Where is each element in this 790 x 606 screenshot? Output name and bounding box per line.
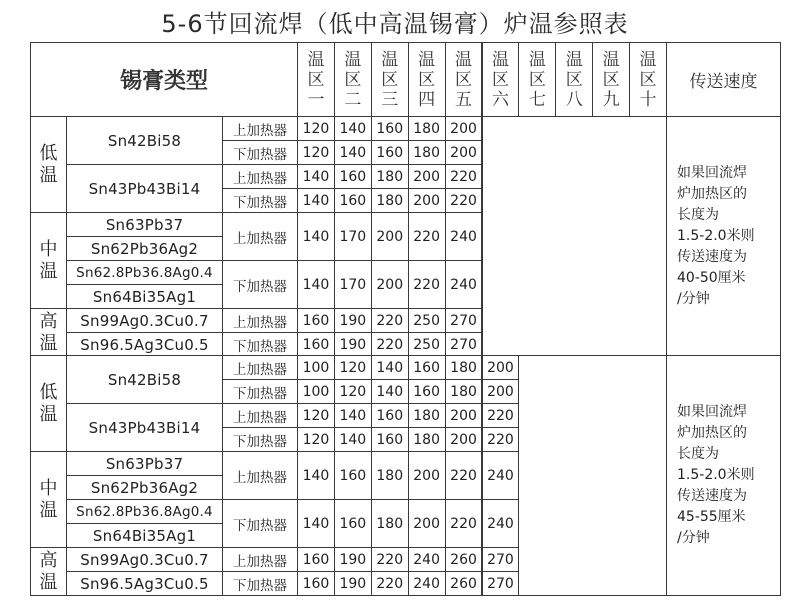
- temp-cell: 180: [371, 188, 409, 213]
- heater-label: 下加热器: [222, 571, 298, 596]
- temp-cell: 220: [371, 571, 409, 596]
- temp-cell: 160: [408, 355, 446, 380]
- temp-cell: 190: [334, 571, 372, 596]
- paste-name: Sn96.5Ag3Cu0.5: [66, 571, 223, 596]
- temp-cell: 200: [445, 403, 483, 428]
- temp-cell: 120: [297, 140, 335, 165]
- temp-cell: 270: [482, 571, 520, 596]
- temp-cell: 250: [408, 332, 446, 357]
- temp-cell: 200: [408, 499, 446, 548]
- temp-cell: 220: [445, 164, 483, 189]
- header-zone-9: 温 区 九: [592, 42, 630, 117]
- temp-cell: 160: [371, 140, 409, 165]
- temp-cell: 190: [334, 332, 372, 357]
- temp-cell: 220: [482, 403, 520, 428]
- temp-cell: 200: [408, 164, 446, 189]
- heater-label: 下加热器: [222, 379, 298, 404]
- temp-cell: 140: [371, 355, 409, 380]
- temp-cell: 140: [297, 188, 335, 213]
- temp-cell: 160: [408, 379, 446, 404]
- temp-cell: 140: [371, 379, 409, 404]
- temp-cell: 160: [334, 451, 372, 500]
- heater-label: 上加热器: [222, 164, 298, 189]
- temp-cell: 140: [334, 427, 372, 452]
- header-zone-1: 温 区 一: [297, 42, 335, 117]
- heater-label: 下加热器: [222, 260, 298, 309]
- temp-cell: 180: [445, 379, 483, 404]
- temp-cell: 200: [482, 355, 520, 380]
- temp-cell: 140: [334, 116, 372, 141]
- temp-cell: 140: [297, 212, 335, 261]
- group-label: 中 温: [30, 451, 67, 548]
- temp-cell: 120: [297, 403, 335, 428]
- temp-cell: 170: [334, 212, 372, 261]
- paste-name: Sn42Bi58: [66, 355, 223, 404]
- temp-cell: 260: [445, 571, 483, 596]
- header-zone-5: 温 区 五: [445, 42, 483, 117]
- paste-name: Sn43Pb43Bi14: [66, 403, 223, 452]
- header-conveyor-speed: 传送速度: [666, 42, 781, 117]
- paste-name: Sn63Pb37: [66, 212, 223, 237]
- header-zone-7: 温 区 七: [518, 42, 556, 117]
- paste-name: Sn63Pb37: [66, 451, 223, 476]
- temp-cell: 120: [334, 355, 372, 380]
- temp-cell: 240: [445, 212, 483, 261]
- temp-cell: 140: [297, 451, 335, 500]
- temp-cell: 170: [334, 260, 372, 309]
- temp-cell: 160: [371, 403, 409, 428]
- header-zone-8: 温 区 八: [555, 42, 593, 117]
- paste-name: Sn64Bi35Ag1: [66, 523, 223, 548]
- conveyor-speed-note: 如果回流焊 炉加热区的 长度为 1.5-2.0米则 传送速度为 40-50厘米 /分钟: [666, 116, 781, 357]
- temp-cell: 120: [334, 379, 372, 404]
- group-label: 高 温: [30, 547, 67, 596]
- temp-cell: 160: [371, 427, 409, 452]
- heater-label: 下加热器: [222, 188, 298, 213]
- temp-cell: 160: [334, 188, 372, 213]
- empty-zone-block: [482, 116, 668, 357]
- conveyor-speed-note: 如果回流焊 炉加热区的 长度为 1.5-2.0米则 传送速度为 45-55厘米 /分钟: [666, 355, 781, 596]
- temp-cell: 240: [445, 260, 483, 309]
- temp-cell: 220: [371, 332, 409, 357]
- temp-cell: 180: [371, 164, 409, 189]
- temp-cell: 240: [408, 571, 446, 596]
- temp-cell: 220: [371, 547, 409, 572]
- page-title: 5-6节回流焊（低中高温锡膏）炉温参照表: [161, 10, 629, 38]
- temp-cell: 240: [482, 451, 520, 500]
- header-zone-2: 温 区 二: [334, 42, 372, 117]
- temp-cell: 200: [482, 379, 520, 404]
- temp-cell: 240: [482, 499, 520, 548]
- heater-label: 上加热器: [222, 308, 298, 333]
- group-label: 低 温: [30, 116, 67, 213]
- temp-cell: 180: [408, 116, 446, 141]
- heater-label: 上加热器: [222, 451, 298, 500]
- temp-cell: 180: [408, 403, 446, 428]
- temp-cell: 270: [445, 308, 483, 333]
- header-zone-6: 温 区 六: [482, 42, 520, 117]
- heater-label: 上加热器: [222, 212, 298, 261]
- temp-cell: 100: [297, 379, 335, 404]
- temp-cell: 140: [297, 260, 335, 309]
- paste-name: Sn43Pb43Bi14: [66, 164, 223, 213]
- temp-cell: 220: [482, 427, 520, 452]
- temp-cell: 200: [445, 140, 483, 165]
- temp-cell: 180: [408, 427, 446, 452]
- heater-label: 上加热器: [222, 116, 298, 141]
- temp-cell: 160: [297, 547, 335, 572]
- temp-cell: 160: [297, 308, 335, 333]
- temp-cell: 220: [408, 212, 446, 261]
- temp-cell: 270: [482, 547, 520, 572]
- paste-name: Sn62Pb36Ag2: [66, 236, 223, 261]
- header-zone-3: 温 区 三: [371, 42, 409, 117]
- temp-cell: 190: [334, 308, 372, 333]
- temp-cell: 200: [445, 116, 483, 141]
- header-paste-type: 锡膏类型: [30, 42, 298, 117]
- temp-cell: 190: [334, 547, 372, 572]
- temp-cell: 200: [371, 212, 409, 261]
- header-zone-10: 温 区 十: [629, 42, 667, 117]
- paste-name: Sn42Bi58: [66, 116, 223, 165]
- paste-name: Sn99Ag0.3Cu0.7: [66, 547, 223, 572]
- temp-cell: 200: [408, 451, 446, 500]
- temp-cell: 140: [334, 140, 372, 165]
- temp-cell: 240: [408, 547, 446, 572]
- temp-cell: 270: [445, 332, 483, 357]
- temp-cell: 220: [371, 308, 409, 333]
- paste-name: Sn96.5Ag3Cu0.5: [66, 332, 223, 357]
- temp-cell: 220: [445, 188, 483, 213]
- heater-label: 下加热器: [222, 140, 298, 165]
- heater-label: 下加热器: [222, 499, 298, 548]
- temp-cell: 160: [334, 499, 372, 548]
- temp-cell: 200: [408, 188, 446, 213]
- temp-cell: 160: [371, 116, 409, 141]
- paste-name: Sn62.8Pb36.8Ag0.4: [66, 260, 223, 285]
- empty-zone-block: [518, 355, 667, 596]
- paste-name: Sn62.8Pb36.8Ag0.4: [66, 499, 223, 524]
- temp-cell: 250: [408, 308, 446, 333]
- temp-cell: 200: [445, 427, 483, 452]
- temp-cell: 140: [297, 499, 335, 548]
- paste-name: Sn99Ag0.3Cu0.7: [66, 308, 223, 333]
- temp-cell: 100: [297, 355, 335, 380]
- paste-name: Sn62Pb36Ag2: [66, 475, 223, 500]
- header-zone-4: 温 区 四: [408, 42, 446, 117]
- temp-cell: 220: [445, 451, 483, 500]
- temp-cell: 120: [297, 116, 335, 141]
- heater-label: 上加热器: [222, 547, 298, 572]
- temp-cell: 180: [408, 140, 446, 165]
- temp-cell: 120: [297, 427, 335, 452]
- paste-name: Sn64Bi35Ag1: [66, 284, 223, 309]
- group-label: 低 温: [30, 355, 67, 452]
- heater-label: 下加热器: [222, 427, 298, 452]
- temp-cell: 260: [445, 547, 483, 572]
- temp-cell: 220: [408, 260, 446, 309]
- heater-label: 上加热器: [222, 355, 298, 380]
- temp-cell: 160: [297, 571, 335, 596]
- temp-cell: 180: [371, 499, 409, 548]
- group-label: 高 温: [30, 308, 67, 357]
- temp-cell: 220: [445, 499, 483, 548]
- temp-cell: 140: [334, 403, 372, 428]
- temp-cell: 200: [371, 260, 409, 309]
- temp-cell: 180: [371, 451, 409, 500]
- heater-label: 上加热器: [222, 403, 298, 428]
- temp-cell: 140: [297, 164, 335, 189]
- temp-cell: 180: [445, 355, 483, 380]
- group-label: 中 温: [30, 212, 67, 309]
- temp-cell: 160: [297, 332, 335, 357]
- heater-label: 下加热器: [222, 332, 298, 357]
- temp-cell: 160: [334, 164, 372, 189]
